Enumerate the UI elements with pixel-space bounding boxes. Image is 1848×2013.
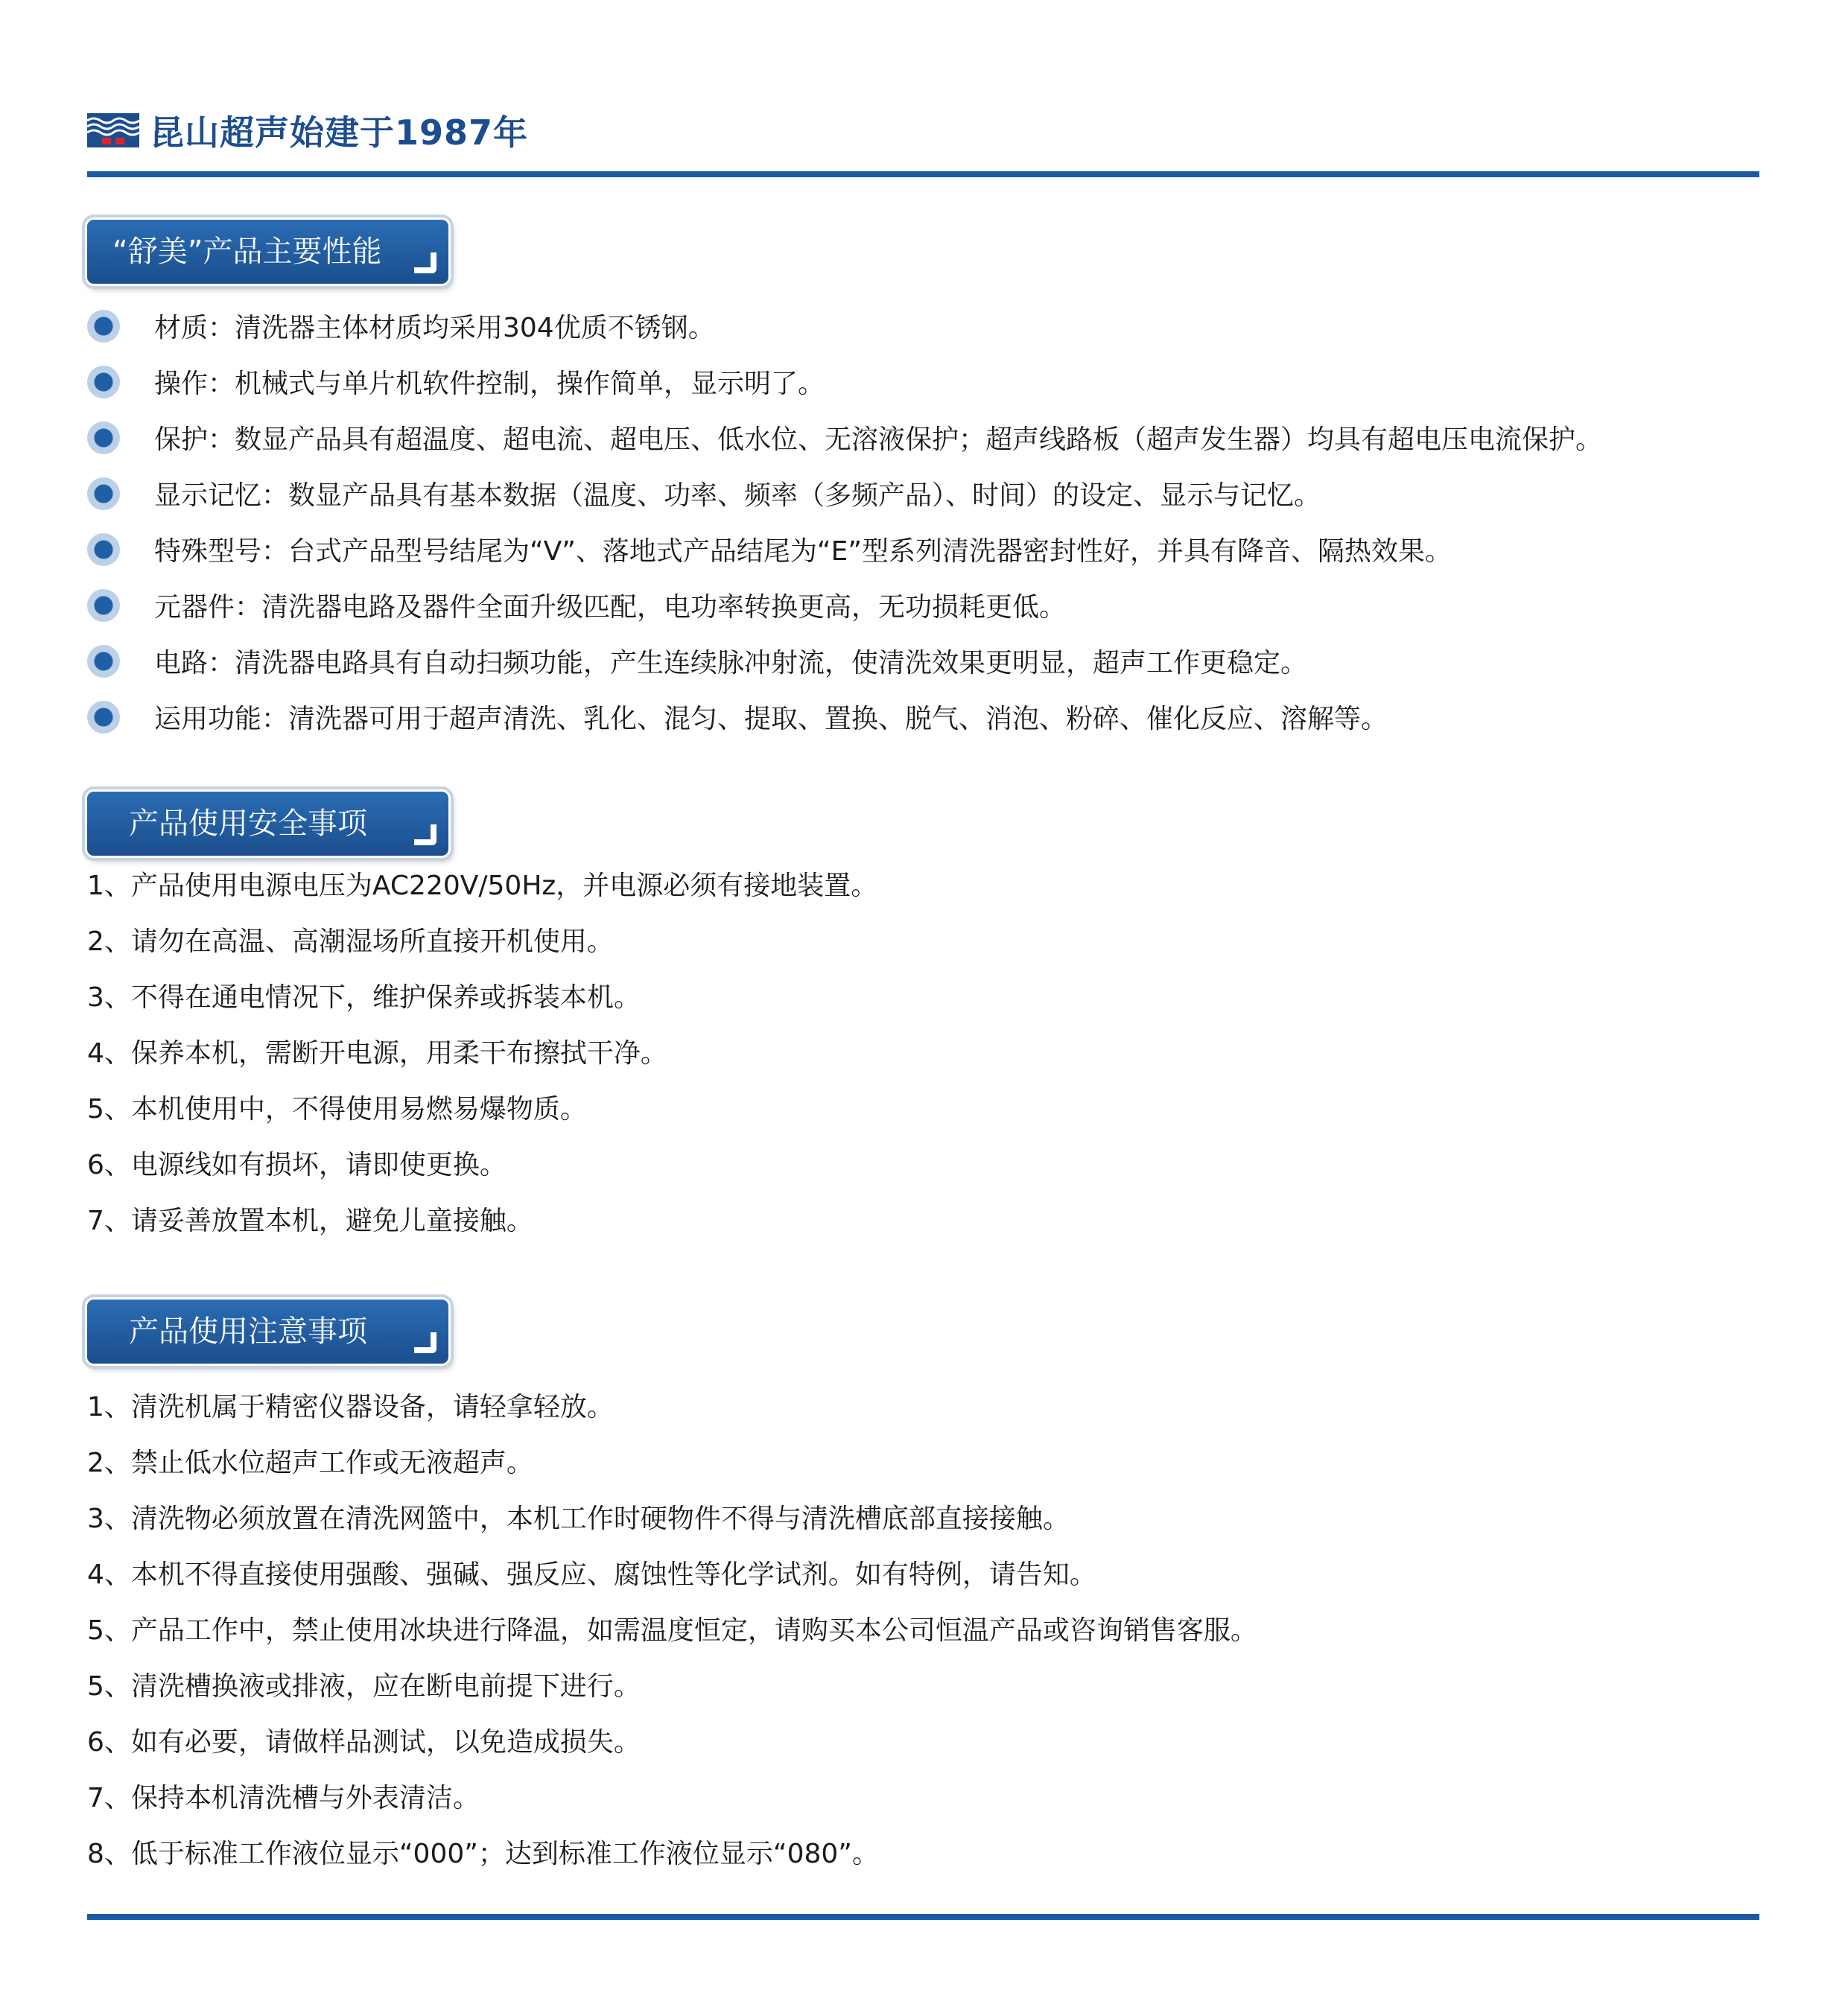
safety-list [87,858,1763,1249]
feature-text: 保护：数显产品具有超温度、超电流、超电压、低水位、无溶液保护；超声线路板（超声发生器）均具有超电压电流保护。 [154,424,1603,455]
note-item: 6、如有必要，请做样品测试，以免造成损失。 [87,1727,641,1758]
feature-text: 显示记忆：数显产品具有基本数据（温度、功率、频率（多频产品）、时间）的设定、显示与记忆。 [154,480,1321,511]
circle-bullet-icon [87,701,120,734]
circle-bullet-icon [87,645,120,678]
corner-hook-icon [414,1332,436,1353]
note-item: 1、清洗机属于精密仪器设备，请轻拿轻放。 [87,1392,614,1422]
safety-item: 5、本机使用中，不得使用易燃易爆物质。 [87,1094,587,1125]
feature-item [87,633,1771,689]
feature-item [87,521,1771,577]
brand-title: 昆山超声始建于1987年 [150,112,529,153]
feature-text: 材质：清洗器主体材质均采用304优质不锈钢。 [154,313,715,343]
circle-bullet-icon [87,533,120,566]
safety-item: 3、不得在通电情况下，维护保养或拆装本机。 [87,982,641,1013]
note-item: 5、清洗槽换液或排液，应在断电前提下进行。 [87,1671,641,1702]
feature-item [87,577,1771,633]
safety-item: 7、请妥善放置本机，避免儿童接触。 [87,1206,533,1236]
note-item: 4、本机不得直接使用强酸、强碱、强反应、腐蚀性等化学试剂。如有特例，请告知。 [87,1559,1096,1590]
note-item: 3、清洗物必须放置在清洗网篮中，本机工作时硬物件不得与清洗槽底部直接接触。 [87,1504,1070,1534]
corner-hook-icon [414,824,436,845]
safety-item: 1、产品使用电源电压为AC220V/50Hz，并电源必须有接地装置。 [87,871,878,901]
feature-text: 元器件：清洗器电路及器件全面升级匹配，电功率转换更高，无功损耗更低。 [154,592,1067,623]
wave-logo-icon [87,113,139,147]
notes-heading-tag [87,1300,448,1364]
feature-text: 运用功能：清洗器可用于超声清洗、乳化、混匀、提取、置换、脱气、消泡、粉碎、催化反应、溶解等。 [154,704,1388,734]
circle-bullet-icon [87,422,120,454]
corner-hook-icon [414,252,436,273]
circle-bullet-icon [87,589,120,622]
feature-text: 操作：机械式与单片机软件控制，操作简单，显示明了。 [154,369,825,399]
feature-item [87,465,1771,521]
notes-heading: 产品使用注意事项 [129,1314,367,1349]
top-divider [87,171,1759,177]
note-item: 7、保持本机清洗槽与外表清洁。 [87,1783,480,1813]
feature-item [87,689,1771,745]
circle-bullet-icon [87,366,120,398]
circle-bullet-icon [87,310,120,343]
safety-item: 4、保养本机，需断开电源，用柔干布擦拭干净。 [87,1038,667,1069]
bottom-divider [87,1914,1759,1920]
feature-item [87,354,1771,410]
note-item: 5、产品工作中，禁止使用冰块进行降温，如需温度恒定，请购买本公司恒温产品或咨询销售客服。 [87,1615,1257,1646]
note-item: 8、低于标准工作液位显示“000”；达到标准工作液位显示“080”。 [87,1839,879,1869]
feature-item [87,410,1771,465]
notes-list [87,1379,1763,1882]
features-heading-tag [87,220,448,284]
feature-text: 特殊型号：台式产品型号结尾为“V”、落地式产品结尾为“E”型系列清洗器密封性好，并具有降音、隔热效果。 [154,536,1452,567]
header [87,104,528,156]
safety-heading: 产品使用安全事项 [129,807,367,841]
safety-heading-tag [87,792,448,856]
features-heading: “舒美”产品主要性能 [112,235,382,269]
feature-item [87,298,1771,354]
features-list [87,298,1771,745]
note-item: 2、禁止低水位超声工作或无液超声。 [87,1448,533,1478]
safety-item: 6、电源线如有损坏，请即使更换。 [87,1150,507,1180]
safety-item: 2、请勿在高温、高潮湿场所直接开机使用。 [87,926,614,957]
feature-text: 电路：清洗器电路具有自动扫频功能，产生连续脉冲射流，使清洗效果更明显，超声工作更稳定。 [154,648,1308,678]
circle-bullet-icon [87,477,120,510]
